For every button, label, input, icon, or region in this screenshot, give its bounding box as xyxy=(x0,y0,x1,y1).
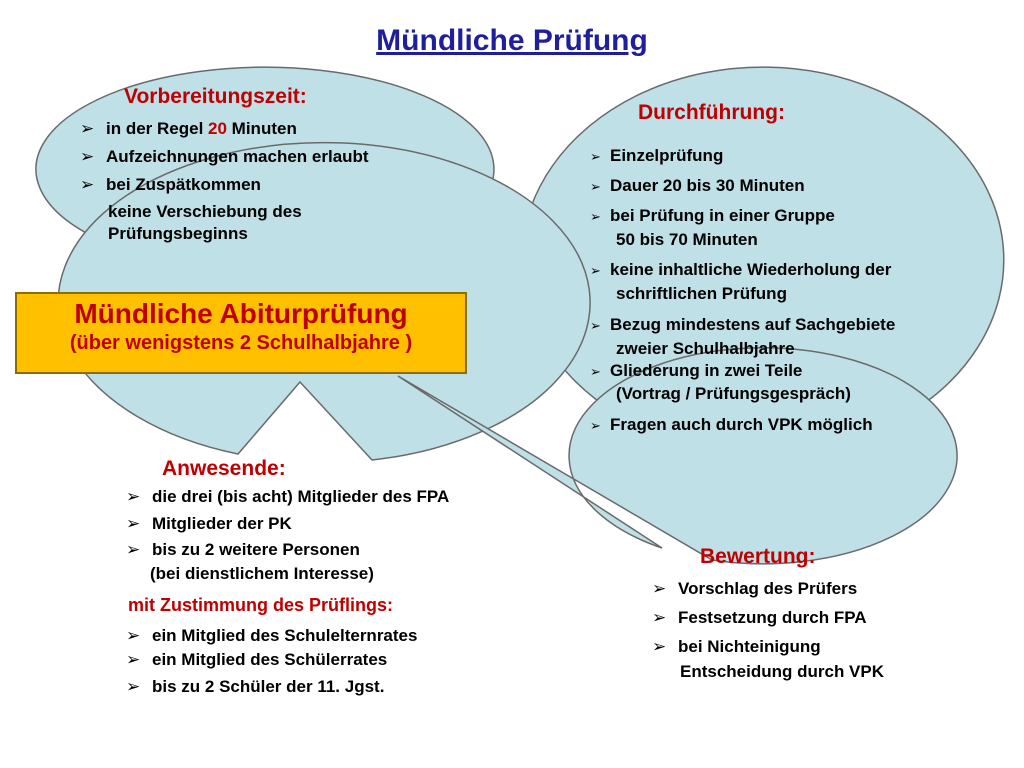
durchfuehrung-item-6: ➢ Gliederung in zwei Teile xyxy=(590,361,803,380)
durchfuehrung-item-2: ➢ Dauer 20 bis 30 Minuten xyxy=(590,176,805,195)
vorbereitung-item-3: ➢ bei Zuspätkommen xyxy=(80,175,261,194)
arrow-bullet-icon: ➢ xyxy=(590,418,601,433)
arrow-bullet-icon: ➢ xyxy=(80,119,95,138)
arrow-bullet-icon: ➢ xyxy=(126,540,141,559)
arrow-bullet-icon: ➢ xyxy=(126,514,141,533)
arrow-bullet-icon: ➢ xyxy=(80,147,95,166)
anwesende-item2-3: ➢ bis zu 2 Schüler der 11. Jgst. xyxy=(126,677,385,696)
arrow-bullet-icon: ➢ xyxy=(590,179,601,194)
vorbereitung-heading: Vorbereitungszeit: xyxy=(124,85,307,108)
arrow-bullet-icon: ➢ xyxy=(126,677,141,696)
bewertung-item-1: ➢ Vorschlag des Prüfers xyxy=(652,579,858,598)
center-subtitle: (über wenigstens 2 Schulhalbjahre ) xyxy=(69,332,413,354)
arrow-bullet-icon: ➢ xyxy=(590,263,601,278)
bewertung-item-2: ➢ Festsetzung durch FPA xyxy=(652,608,867,627)
durchfuehrung-item-6-cont: (Vortrag / Prüfungsgespräch) xyxy=(616,384,851,403)
anwesende-item2-2: ➢ ein Mitglied des Schülerrates xyxy=(126,650,388,669)
arrow-bullet-icon: ➢ xyxy=(652,608,667,627)
arrow-bullet-icon: ➢ xyxy=(652,637,667,656)
anwesende-item2-1: ➢ ein Mitglied des Schulelternrates xyxy=(126,626,418,645)
bewertung-item-3: ➢ bei Nichteinigung xyxy=(652,637,821,656)
vorbereitung-item-1: ➢ in der Regel 20 Minuten xyxy=(80,119,297,138)
arrow-bullet-icon: ➢ xyxy=(126,487,141,506)
durchfuehrung-item-5: ➢ Bezug mindestens auf Sachgebiete xyxy=(590,315,896,334)
durchfuehrung-item-7: ➢ Fragen auch durch VPK möglich xyxy=(590,415,873,434)
anwesende-subheading: mit Zustimmung des Prüflings: xyxy=(128,595,394,615)
bewertung-heading: Bewertung: xyxy=(700,545,816,568)
vorbereitung-item-2: ➢ Aufzeichnungen machen erlaubt xyxy=(80,147,369,166)
arrow-bullet-icon: ➢ xyxy=(126,626,141,645)
durchfuehrung-item-4: ➢ keine inhaltliche Wiederholung der xyxy=(590,260,892,279)
anwesende-heading: Anwesende: xyxy=(162,457,286,480)
vorbereitung-item-3-cont-1: keine Verschiebung des xyxy=(108,202,302,221)
center-title: Mündliche Abiturprüfung xyxy=(74,298,408,329)
arrow-bullet-icon: ➢ xyxy=(126,650,141,669)
center-box xyxy=(15,292,467,374)
durchfuehrung-item-1: ➢ Einzelprüfung xyxy=(590,146,724,165)
vorbereitung-item-3-cont-2: Prüfungsbeginns xyxy=(108,224,248,243)
arrow-bullet-icon: ➢ xyxy=(590,318,601,333)
arrow-bullet-icon: ➢ xyxy=(590,209,601,224)
anwesende-item-1: ➢ die drei (bis acht) Mitglieder des FPA xyxy=(126,487,450,506)
durchfuehrung-item-3-cont: 50 bis 70 Minuten xyxy=(616,230,758,249)
arrow-bullet-icon: ➢ xyxy=(590,364,601,379)
durchfuehrung-item-5-cont: zweier Schulhalbjahre xyxy=(616,339,795,358)
arrow-bullet-icon: ➢ xyxy=(652,579,667,598)
arrow-bullet-icon: ➢ xyxy=(590,149,601,164)
durchfuehrung-heading: Durchführung: xyxy=(638,101,785,124)
anwesende-item-3-cont: (bei dienstlichem Interesse) xyxy=(150,564,374,583)
anwesende-item-2: ➢ Mitglieder der PK xyxy=(126,514,292,533)
durchfuehrung-item-4-cont: schriftlichen Prüfung xyxy=(616,284,787,303)
arrow-bullet-icon: ➢ xyxy=(80,175,95,194)
durchfuehrung-item-3: ➢ bei Prüfung in einer Gruppe xyxy=(590,206,835,225)
page-title: Mündliche Prüfung xyxy=(376,24,648,57)
anwesende-item-3: ➢ bis zu 2 weitere Personen xyxy=(126,540,360,559)
bewertung-item-3-cont: Entscheidung durch VPK xyxy=(680,662,885,681)
